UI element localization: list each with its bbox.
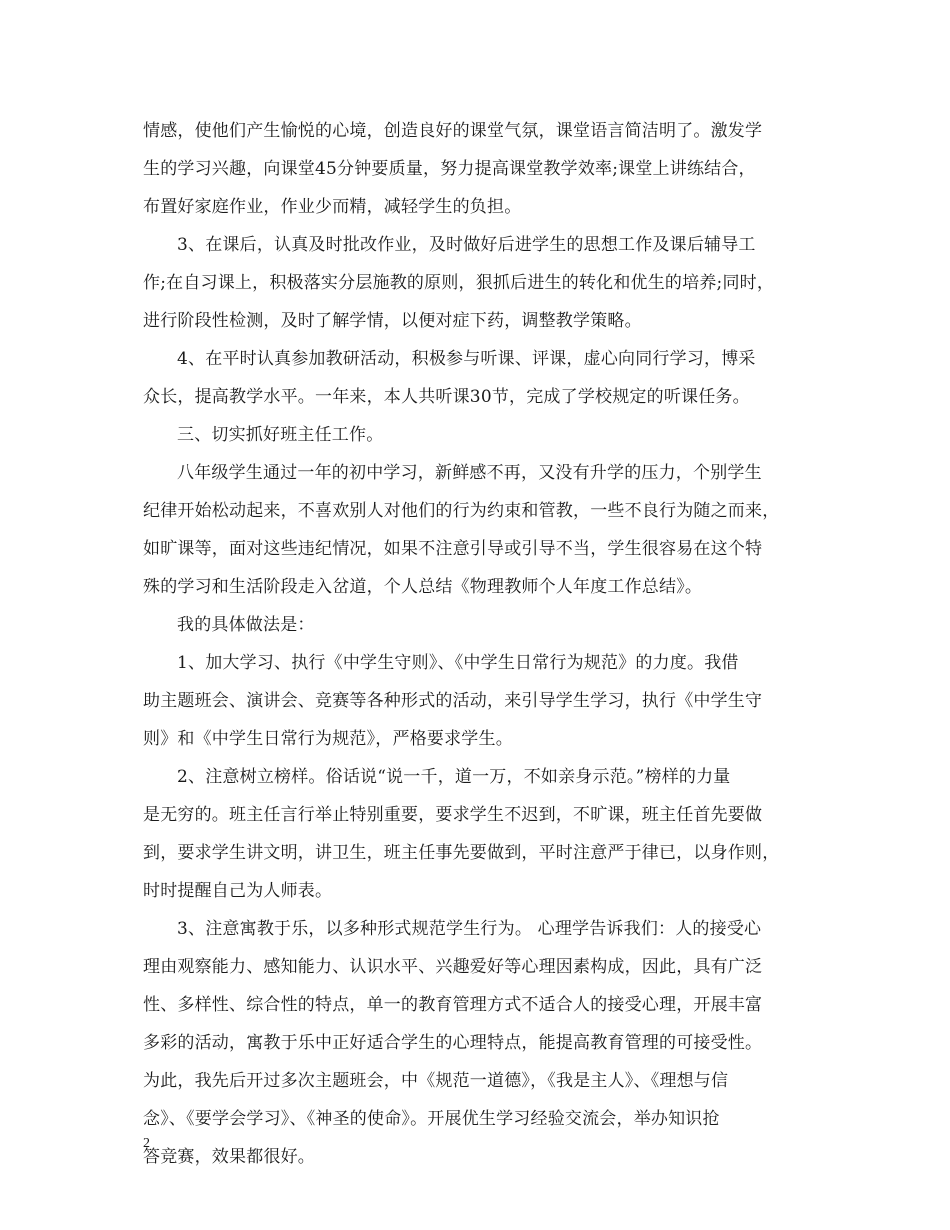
paragraph-line: 2、注意树立榜样。俗话说“说一千，道一万，不如亲身示范。”榜样的力量	[177, 767, 731, 787]
paragraph-line: 多彩的活动，寓教于乐中正好适合学生的心理特点，能提高教育管理的可接受性。	[143, 1033, 763, 1053]
paragraph-line: 殊的学习和生活阶段走入岔道，个人总结《物理教师个人年度工作总结》。	[143, 577, 703, 597]
paragraph-line: 情感，使他们产生愉悦的心境，创造良好的课堂气氛，课堂语言简洁明了。激发学	[143, 121, 763, 141]
paragraph-line: 布置好家庭作业，作业少而精，减轻学生的负担。	[143, 197, 522, 217]
paragraph-line: 则》和《中学生日常行为规范》，严格要求学生。	[143, 729, 513, 749]
paragraph-line: 众长，提高教学水平。一年来，本人共听课30节，完成了学校规定的听课任务。	[143, 387, 750, 407]
paragraph-line: 理由观察能力、感知能力、认识水平、兴趣爱好等心理因素构成，因此，具有广泛	[143, 957, 763, 977]
paragraph-line: 3、注意寓教于乐，以多种形式规范学生行为。 心理学告诉我们：人的接受心	[177, 919, 762, 939]
page-number: 2	[143, 1136, 150, 1151]
paragraph-line: 我的具体做法是：	[177, 615, 315, 635]
paragraph-line: 时时提醒自己为人师表。	[143, 881, 333, 901]
paragraph-line: 进行阶段性检测，及时了解学情，以便对症下药，调整教学策略。	[143, 311, 642, 331]
document-body	[143, 112, 813, 1176]
paragraph-line: 生的学习兴趣，向课堂45分钟要质量，努力提高课堂教学效率;课堂上讲练结合，	[143, 159, 756, 179]
paragraph-line: 性、多样性、综合性的特点，单一的教育管理方式不适合人的接受心理，开展丰富	[143, 995, 763, 1015]
paragraph-line: 答竞赛，效果都很好。	[143, 1147, 315, 1167]
paragraph-line: 4、在平时认真参加教研活动，积极参与听课、评课，虚心向同行学习，博采	[177, 349, 756, 369]
paragraph-line: 如旷课等，面对这些违纪情况，如果不注意引导或引导不当，学生很容易在这个特	[143, 539, 763, 559]
paragraph-line: 到，要求学生讲文明，讲卫生，班主任事先要做到，平时注意严于律已，以身作则，	[143, 843, 780, 863]
paragraph-line: 1、加大学习、执行《中学生守则》、《中学生日常行为规范》的力度。我借	[177, 653, 739, 673]
section-heading: 三、切实抓好班主任工作。	[177, 425, 384, 445]
paragraph-line: 为此，我先后开过多次主题班会，中《规范一道德》，《我是主人》、《理想与信	[143, 1071, 729, 1091]
paragraph-line: 作;在自习课上，积极落实分层施教的原则，狠抓后进生的转化和优生的培养;同时，	[143, 273, 775, 293]
paragraph-line: 纪律开始松动起来，不喜欢别人对他们的行为约束和管教，一些不良行为随之而来，	[143, 501, 780, 521]
paragraph-line: 3、在课后，认真及时批改作业，及时做好后进学生的思想工作及课后辅导工	[177, 235, 756, 255]
paragraph-line: 念》、《要学会学习》、《神圣的使命》。开展优生学习经验交流会，举办知识抢	[143, 1109, 720, 1129]
paragraph-line: 助主题班会、演讲会、竞赛等各种形式的活动，来引导学生学习，执行《中学生守	[143, 691, 763, 711]
paragraph-line: 八年级学生通过一年的初中学习，新鲜感不再，又没有升学的压力，个别学生	[177, 463, 762, 483]
paragraph-line: 是无穷的。班主任言行举止特别重要，要求学生不迟到，不旷课，班主任首先要做	[143, 805, 763, 825]
